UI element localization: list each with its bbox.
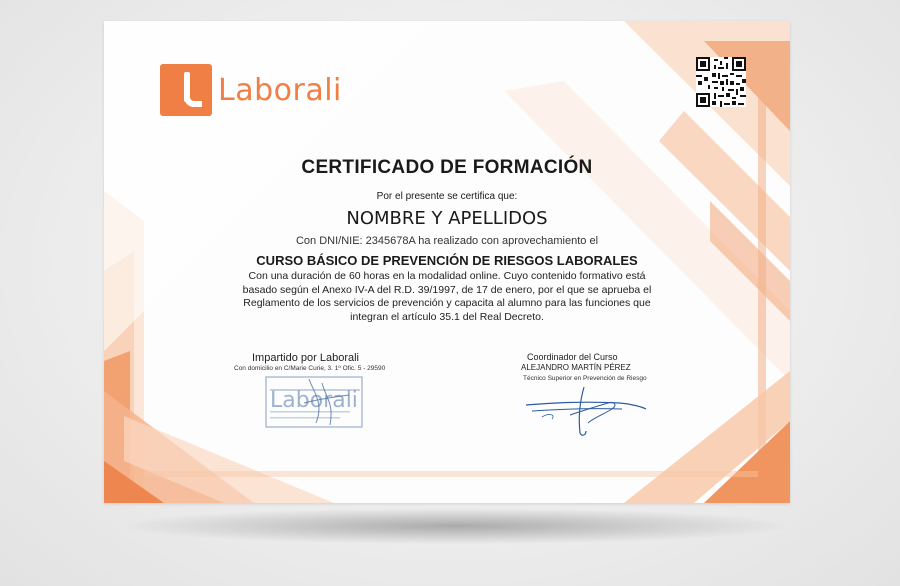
certificate-intro: Por el presente se certifica que: [376,191,518,202]
dni-line: Con DNI/NIE: 2345678A ha realizado con aprovechamiento el [295,235,599,247]
certificate-shadow [125,508,785,544]
laborali-logo [160,64,342,116]
stamp-text: Laborali [270,388,358,413]
course-name: CURSO BÁSICO DE PREVENCIÓN DE RIESGOS LABORALES [256,253,638,268]
coordinator-title: Coordinador del Curso [527,352,618,362]
qr-code-icon [696,57,746,107]
issuer-address: Con domicilio en C/Marie Curie, 3. 1º Ofic. 5 - 29590 [234,365,386,372]
coordinator-name: ALEJANDRO MARTÍN PÉREZ [521,363,631,372]
certificate [104,21,790,503]
course-description: Con una duración de 60 horas en la modalidad online. Cuyo contenido formativo está basado según el Anexo IV-A del R.D. 39/1997, de 17 de enero, por el que se aprueba el Reglamento de los servicios de prevención y capacita al alumno para las funciones que integran el artículo 35.1 del Real Decreto. [242,270,652,323]
recipient-name: NOMBRE Y APELLIDOS [346,208,548,229]
coordinator-role: Técnico Superior en Prevención de Riesgo [523,375,647,382]
issuer-title: Impartido por Laborali [252,352,360,364]
certificate-title: CERTIFICADO DE FORMACIÓN [301,157,593,178]
deco-shape [144,471,758,477]
logo-text: Laborali [218,72,342,108]
logo-mark-icon [160,64,212,116]
company-stamp-icon [264,373,364,431]
handwritten-signature-icon [522,381,652,441]
